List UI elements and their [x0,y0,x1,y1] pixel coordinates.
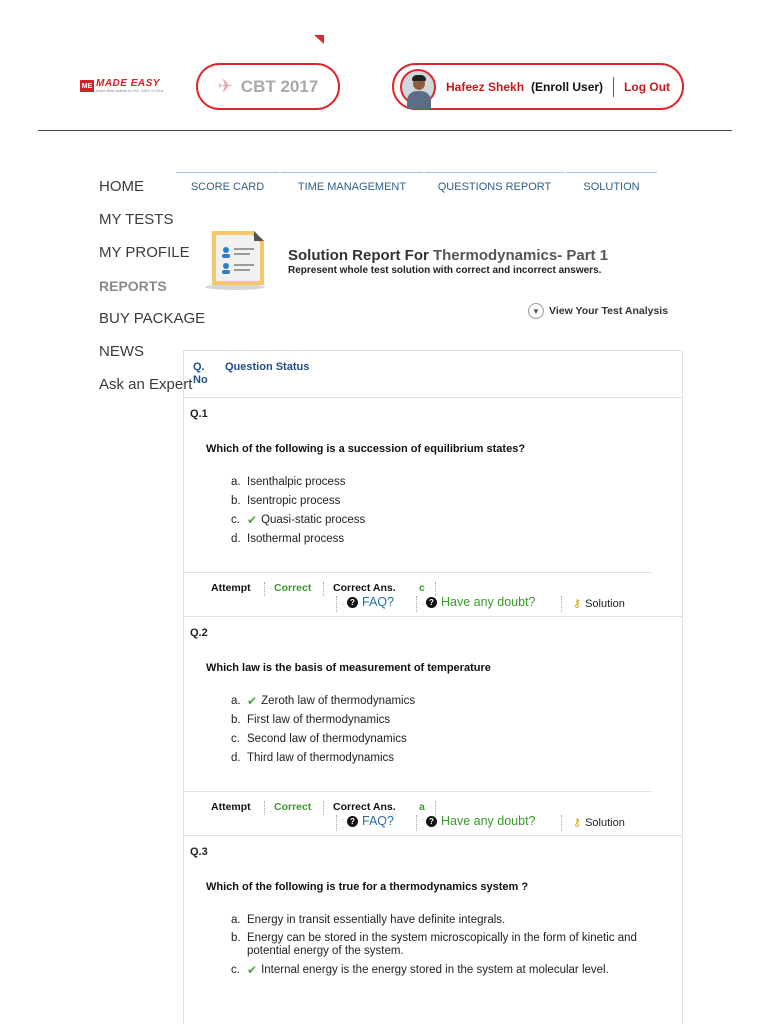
option-list [231,694,651,770]
option-item-correct: a. ✔ Zeroth law of thermodynamics [231,694,416,708]
column-header-status: Question Status [225,361,310,373]
correct-answer-value: c [419,582,425,594]
report-tabs [176,172,659,198]
question-meta [211,582,651,618]
sidebar-item-buy-package[interactable]: BUY PACKAGE [99,310,206,327]
question-number: Q.1 [190,408,208,420]
solution-link[interactable]: ⚷ Solution [573,597,625,610]
table-header [184,351,682,398]
correct-answer-label: Correct Ans. [333,582,396,594]
correct-answer-label: Correct Ans. [333,801,396,813]
avatar[interactable] [400,69,436,105]
airplane-icon: ✈ [217,76,233,96]
tab-solution[interactable]: SOLUTION [566,172,657,198]
faq-link[interactable]: ? FAQ? [347,595,394,609]
sidebar-item-my-tests[interactable]: MY TESTS [99,211,174,228]
check-icon: ✔ [247,513,258,527]
sidebar-item-my-profile[interactable]: MY PROFILE [99,244,190,261]
status-badge: Correct [274,801,312,813]
logo-text: MADE EASY [96,78,160,89]
option-list [231,475,651,551]
correct-answer-value: a [419,801,425,813]
question-number: Q.2 [190,627,208,639]
user-role: (Enroll User) [531,79,604,94]
attempt-label: Attempt [211,582,251,594]
option-item: b. Isentropic process [231,495,341,507]
faq-link[interactable]: ? FAQ? [347,814,394,828]
tab-score-card[interactable]: SCORE CARD [176,172,279,198]
check-icon: ✔ [247,694,258,708]
logo-mark-icon: ME [80,80,94,92]
question-number: Q.3 [190,846,208,858]
question-text: Which of the following is a succession of equilibrium states? [206,443,526,455]
question-text: Which of the following is true for a thermodynamics system ? [206,881,529,893]
page-title-prefix: Solution Report For [288,247,433,264]
option-item: a. Energy in transit essentially have definite integrals. [231,914,506,926]
page-title [288,247,608,264]
divider [613,77,614,97]
option-item: c. Second law of thermodynamics [231,733,407,745]
sidebar-item-news[interactable]: NEWS [99,343,144,360]
sidebar-item-ask-expert[interactable]: Ask an Expert [99,376,193,393]
made-easy-logo[interactable] [80,79,163,94]
option-item-correct: c. ✔ Internal energy is the energy stored in the system at molecular level. [231,963,609,977]
sidebar-item-reports[interactable]: REPORTS [99,278,167,294]
cbt-label: CBT 2017 [240,76,319,96]
option-item: b. First law of thermodynamics [231,714,391,726]
key-icon: ⚷ [573,598,582,610]
option-item-correct: c. ✔ Quasi-static process [231,513,366,527]
sidebar-item-home[interactable]: HOME [99,178,144,195]
question-circle-icon: ? [426,816,437,827]
divider [184,791,652,792]
column-header-qno: Q. No [193,361,208,386]
key-icon: ⚷ [573,817,582,829]
logo-tagline: India's Best Institute for IES, GATE & PSUs [96,89,164,93]
solution-link[interactable]: ⚷ Solution [573,816,625,829]
check-icon: ✔ [247,963,258,977]
user-name[interactable]: Hafeez Shekh [446,79,525,94]
option-item: b. Energy can be stored in the system microscopically in the form of kinetic and potential energy of the system. [231,932,637,957]
question-row [184,398,682,617]
page-description: Represent whole test solution with correct and incorrect answers. [288,265,602,276]
question-table [183,350,683,1024]
report-document-icon [204,229,266,291]
ask-doubt-link[interactable]: ? Have any doubt? [426,814,536,828]
question-meta [211,801,651,837]
tab-time-management[interactable]: TIME MANAGEMENT [281,172,423,198]
question-row [184,617,682,836]
attempt-label: Attempt [211,801,251,813]
option-item: a. Isenthalpic process [231,476,346,488]
header-divider [38,130,732,131]
cbt-button[interactable] [196,63,340,110]
view-analysis-link[interactable] [528,303,668,319]
corner-mark-icon [314,35,324,44]
divider [184,572,652,573]
question-text: Which law is the basis of measurement of temperature [206,662,491,674]
status-badge: Correct [274,582,312,594]
question-circle-icon: ? [426,597,437,608]
option-item: d. Isothermal process [231,533,345,545]
tab-questions-report[interactable]: QUESTIONS REPORT [425,172,564,198]
option-list [231,913,651,982]
chevron-down-icon: ▼ [528,303,544,319]
option-item: d. Third law of thermodynamics [231,752,394,764]
user-panel [392,63,684,110]
question-row [184,836,682,1036]
ask-doubt-link[interactable]: ? Have any doubt? [426,595,536,609]
view-analysis-label: View Your Test Analysis [549,305,669,317]
question-circle-icon: ? [347,816,358,827]
question-circle-icon: ? [347,597,358,608]
page-title-subject: Thermodynamics- Part 1 [432,247,609,264]
logout-link[interactable]: Log Out [624,79,671,94]
